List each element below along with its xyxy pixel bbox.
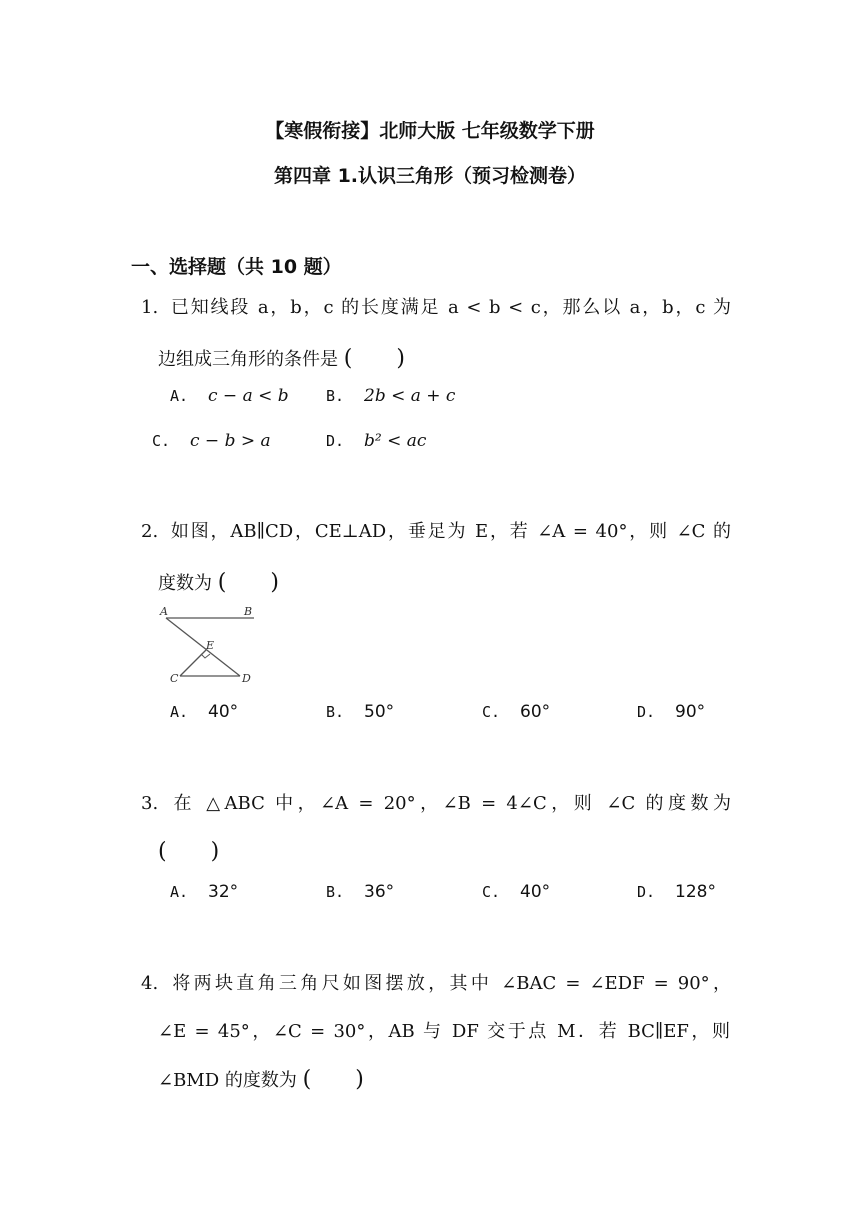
question-4-line1 xyxy=(141,972,731,996)
line-ce xyxy=(180,650,206,676)
point-d-label: D xyxy=(242,672,251,685)
option-text: b² < ac xyxy=(364,431,427,451)
question-4-line2 xyxy=(158,1017,730,1043)
option-label: C. xyxy=(152,432,171,450)
option-label: B. xyxy=(326,883,345,901)
option-text: c − b > a xyxy=(190,431,271,451)
question-number: 3. xyxy=(141,793,159,814)
option-text: 36° xyxy=(364,882,395,902)
question-2-line2 xyxy=(158,565,738,596)
q2-option-b[interactable] xyxy=(326,702,394,722)
option-text: 32° xyxy=(208,882,239,902)
point-c-label: C xyxy=(170,672,179,685)
question-3-line2 xyxy=(158,834,738,865)
question-number: 2. xyxy=(141,521,159,542)
question-3-line1 xyxy=(141,792,731,816)
q1-option-b[interactable] xyxy=(326,386,455,406)
question-text: 度数为 xyxy=(158,573,212,594)
option-text: 60° xyxy=(520,702,551,722)
q1-option-d[interactable] xyxy=(326,431,426,451)
option-text: 2b < a + c xyxy=(364,386,456,406)
option-label: A. xyxy=(170,703,189,721)
option-text: 128° xyxy=(675,882,716,902)
question-2-line1 xyxy=(141,520,731,544)
point-a-label: A xyxy=(160,605,168,618)
question-text: ∠E = 45°，∠C = 30°，AB 与 DF 交于点 M．若 BC∥EF，则 xyxy=(158,1021,730,1042)
geometry-figure xyxy=(158,600,268,690)
answer-blank: ( ) xyxy=(158,839,220,864)
q2-option-c[interactable] xyxy=(482,702,550,722)
answer-blank: ( ) xyxy=(343,346,405,371)
answer-blank: ( ) xyxy=(217,570,279,595)
option-label: B. xyxy=(326,387,345,405)
option-text: 40° xyxy=(208,702,239,722)
question-text: 已知线段 a，b，c 的长度满足 a < b < c，那么以 a，b，c 为 xyxy=(169,297,731,318)
option-text: 50° xyxy=(364,702,395,722)
answer-blank: ( ) xyxy=(302,1067,364,1092)
question-number: 4. xyxy=(141,973,159,994)
page-title: 【寒假衔接】北师大版 七年级数学下册 xyxy=(265,120,595,142)
q3-option-d[interactable] xyxy=(637,882,716,902)
question-text: 将两块直角三角尺如图摆放，其中 ∠BAC = ∠EDF = 90°， xyxy=(169,973,731,994)
right-angle-mark xyxy=(201,654,210,658)
point-b-label: B xyxy=(244,605,253,618)
option-label: D. xyxy=(326,432,345,450)
option-label: A. xyxy=(170,883,189,901)
question-4-line3 xyxy=(158,1062,738,1093)
option-text: 90° xyxy=(675,702,706,722)
question-text: 在 △ABC 中，∠A = 20°，∠B = 4∠C，则 ∠C 的度数为 xyxy=(169,793,731,814)
q2-option-a[interactable] xyxy=(170,702,238,722)
option-label: C. xyxy=(482,883,501,901)
question-number: 1. xyxy=(141,297,159,318)
q3-option-a[interactable] xyxy=(170,882,238,902)
question-1-line1 xyxy=(141,296,731,320)
page-subtitle: 第四章 1.认识三角形（预习检测卷） xyxy=(273,165,587,187)
option-label: D. xyxy=(637,883,656,901)
line-ad xyxy=(166,618,240,676)
option-label: D. xyxy=(637,703,656,721)
question-1-line2 xyxy=(158,341,738,372)
q2-option-d[interactable] xyxy=(637,702,705,722)
question-text: ∠BMD 的度数为 xyxy=(158,1070,297,1091)
option-label: A. xyxy=(170,387,189,405)
option-text: 40° xyxy=(520,882,551,902)
section-heading: 一、选择题（共 10 题） xyxy=(131,256,342,278)
q3-option-c[interactable] xyxy=(482,882,550,902)
q3-option-b[interactable] xyxy=(326,882,394,902)
option-label: B. xyxy=(326,703,345,721)
option-label: C. xyxy=(482,703,501,721)
point-e-label: E xyxy=(206,639,215,652)
q1-option-c[interactable] xyxy=(152,431,271,451)
question-text: 边组成三角形的条件是 xyxy=(158,349,338,370)
q1-option-a[interactable] xyxy=(170,386,289,406)
option-text: c − a < b xyxy=(208,386,289,406)
question-text: 如图，AB∥CD，CE⊥AD，垂足为 E，若 ∠A = 40°，则 ∠C 的 xyxy=(169,521,731,542)
